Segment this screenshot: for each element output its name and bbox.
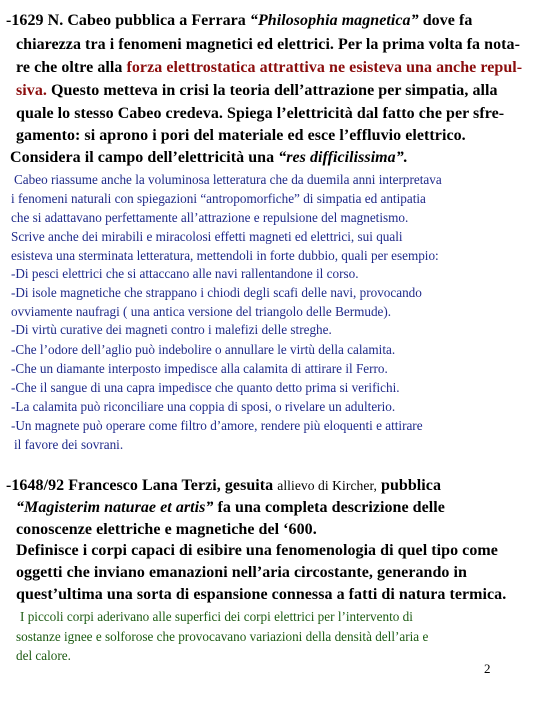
lana-line-6: quest’ultima una sorta di espansione connessa a fatti di natura termica. [16, 586, 507, 603]
lana-line-2 [16, 499, 445, 517]
lana-date-author: -1648/92 Francesco Lana Terzi, [6, 477, 221, 494]
cabeo-note-7: ovviamente naufragi ( una antica versione del triangolo delle Bermude). [11, 304, 392, 319]
cabeo-note-12: -La calamita può riconciliare una coppia di sposi, o rivelare un adulterio. [11, 399, 396, 414]
cabeo-text: pubblica a Ferrara [111, 12, 250, 29]
cabeo-text: re che oltre alla [16, 59, 127, 76]
cabeo-note-8: -Di virtù curative dei magneti contro i malefizi delle streghe. [11, 322, 332, 337]
cabeo-line-2: chiarezza tra i fenomeni magnetici ed elettrici. Per la prima volta fa nota- [16, 36, 520, 53]
cabeo-note-4: esisteva una sterminata letteratura, mettendoli in forte dubbio, quali per esempio: [11, 248, 439, 263]
cabeo-line-7 [10, 149, 408, 167]
cabeo-line-6: gamento: si aprono i pori del materiale ed esce l’effluvio elettrico. [16, 127, 466, 144]
lana-line-1 [6, 477, 441, 495]
cabeo-quote: “res difficilissima”. [278, 149, 408, 166]
cabeo-text: Considera il campo dell’elettricità una [10, 149, 279, 166]
cabeo-line-4 [16, 82, 498, 100]
lana-line-5: oggetti che inviano emanazioni nell’aria circostante, generando in [16, 564, 467, 581]
cabeo-highlight-end: siva. [16, 82, 47, 99]
cabeo-note-11: -Che il sangue di una capra impedisce che quanto detto prima si verifichi. [11, 380, 400, 395]
cabeo-line-1 [6, 12, 472, 30]
cabeo-note-1: i fenomeni naturali con spiegazioni “antropomorfiche” di simpatia ed antipatia [11, 191, 426, 206]
lana-line-4: Definisce i corpi capaci di esibire una fenomenologia di quel tipo come [16, 542, 498, 559]
cabeo-line-3 [16, 59, 522, 77]
lana-book-title: “Magisterim naturae et artis” [16, 499, 214, 516]
cabeo-note-2: che si adattavano perfettamente all’attrazione e repulsione del magnetismo. [11, 210, 409, 225]
cabeo-text: dove fa [418, 12, 473, 29]
lana-line-3: conoscenze elettriche e magnetiche del ‘600. [16, 521, 317, 538]
cabeo-note-14: il favore dei sovrani. [14, 437, 124, 452]
page-number: 2 [484, 661, 491, 676]
cabeo-text: Questo metteva in crisi la teoria dell’attrazione per simpatia, alla [46, 82, 498, 99]
lana-note-2: del calore. [16, 648, 71, 663]
lana-note-1: sostanze ignee e solforose che provocavano variazioni della densità dell’aria e [16, 629, 429, 644]
cabeo-note-5: -Di pesci elettrici che si attaccano alle navi rallentandone il corso. [11, 266, 359, 281]
cabeo-date-author: -1629 N. Cabeo [6, 12, 112, 29]
cabeo-note-10: -Che un diamante interposto impedisce alla calamita di attirare il Ferro. [11, 361, 388, 376]
lana-text: gesuita [220, 477, 278, 494]
cabeo-note-0: Cabeo riassume anche la voluminosa letteratura che da duemila anni interpretava [14, 172, 442, 187]
cabeo-note-6: -Di isole magnetiche che strappano i chiodi degli scafi delle navi, provocando [11, 285, 422, 300]
cabeo-note-3: Scrive anche dei mirabili e miracolosi effetti magneti ed elettrici, sui quali [11, 229, 403, 244]
lana-text: fa una completa descrizione delle [213, 499, 445, 516]
cabeo-note-13: -Un magnete può operare come filtro d’amore, rendere più eloquenti e attirare [11, 418, 423, 433]
lana-note-0: I piccoli corpi aderivano alle superfici dei corpi elettrici per l’intervento di [20, 609, 413, 624]
cabeo-line-5: quale lo stesso Cabeo credeva. Spiega l’elettricità dal fatto che per sfre- [16, 105, 505, 122]
lana-text-small: allievo di Kircher, [277, 478, 377, 493]
cabeo-highlight: forza elettrostatica attrattiva ne esisteva una anche repul- [126, 59, 523, 76]
cabeo-note-9: -Che l’odore dell’aglio può indebolire o annullare le virtù della calamita. [11, 342, 396, 357]
lana-text: pubblica [376, 477, 441, 494]
cabeo-book-title: “Philosophia magnetica” [249, 12, 419, 29]
